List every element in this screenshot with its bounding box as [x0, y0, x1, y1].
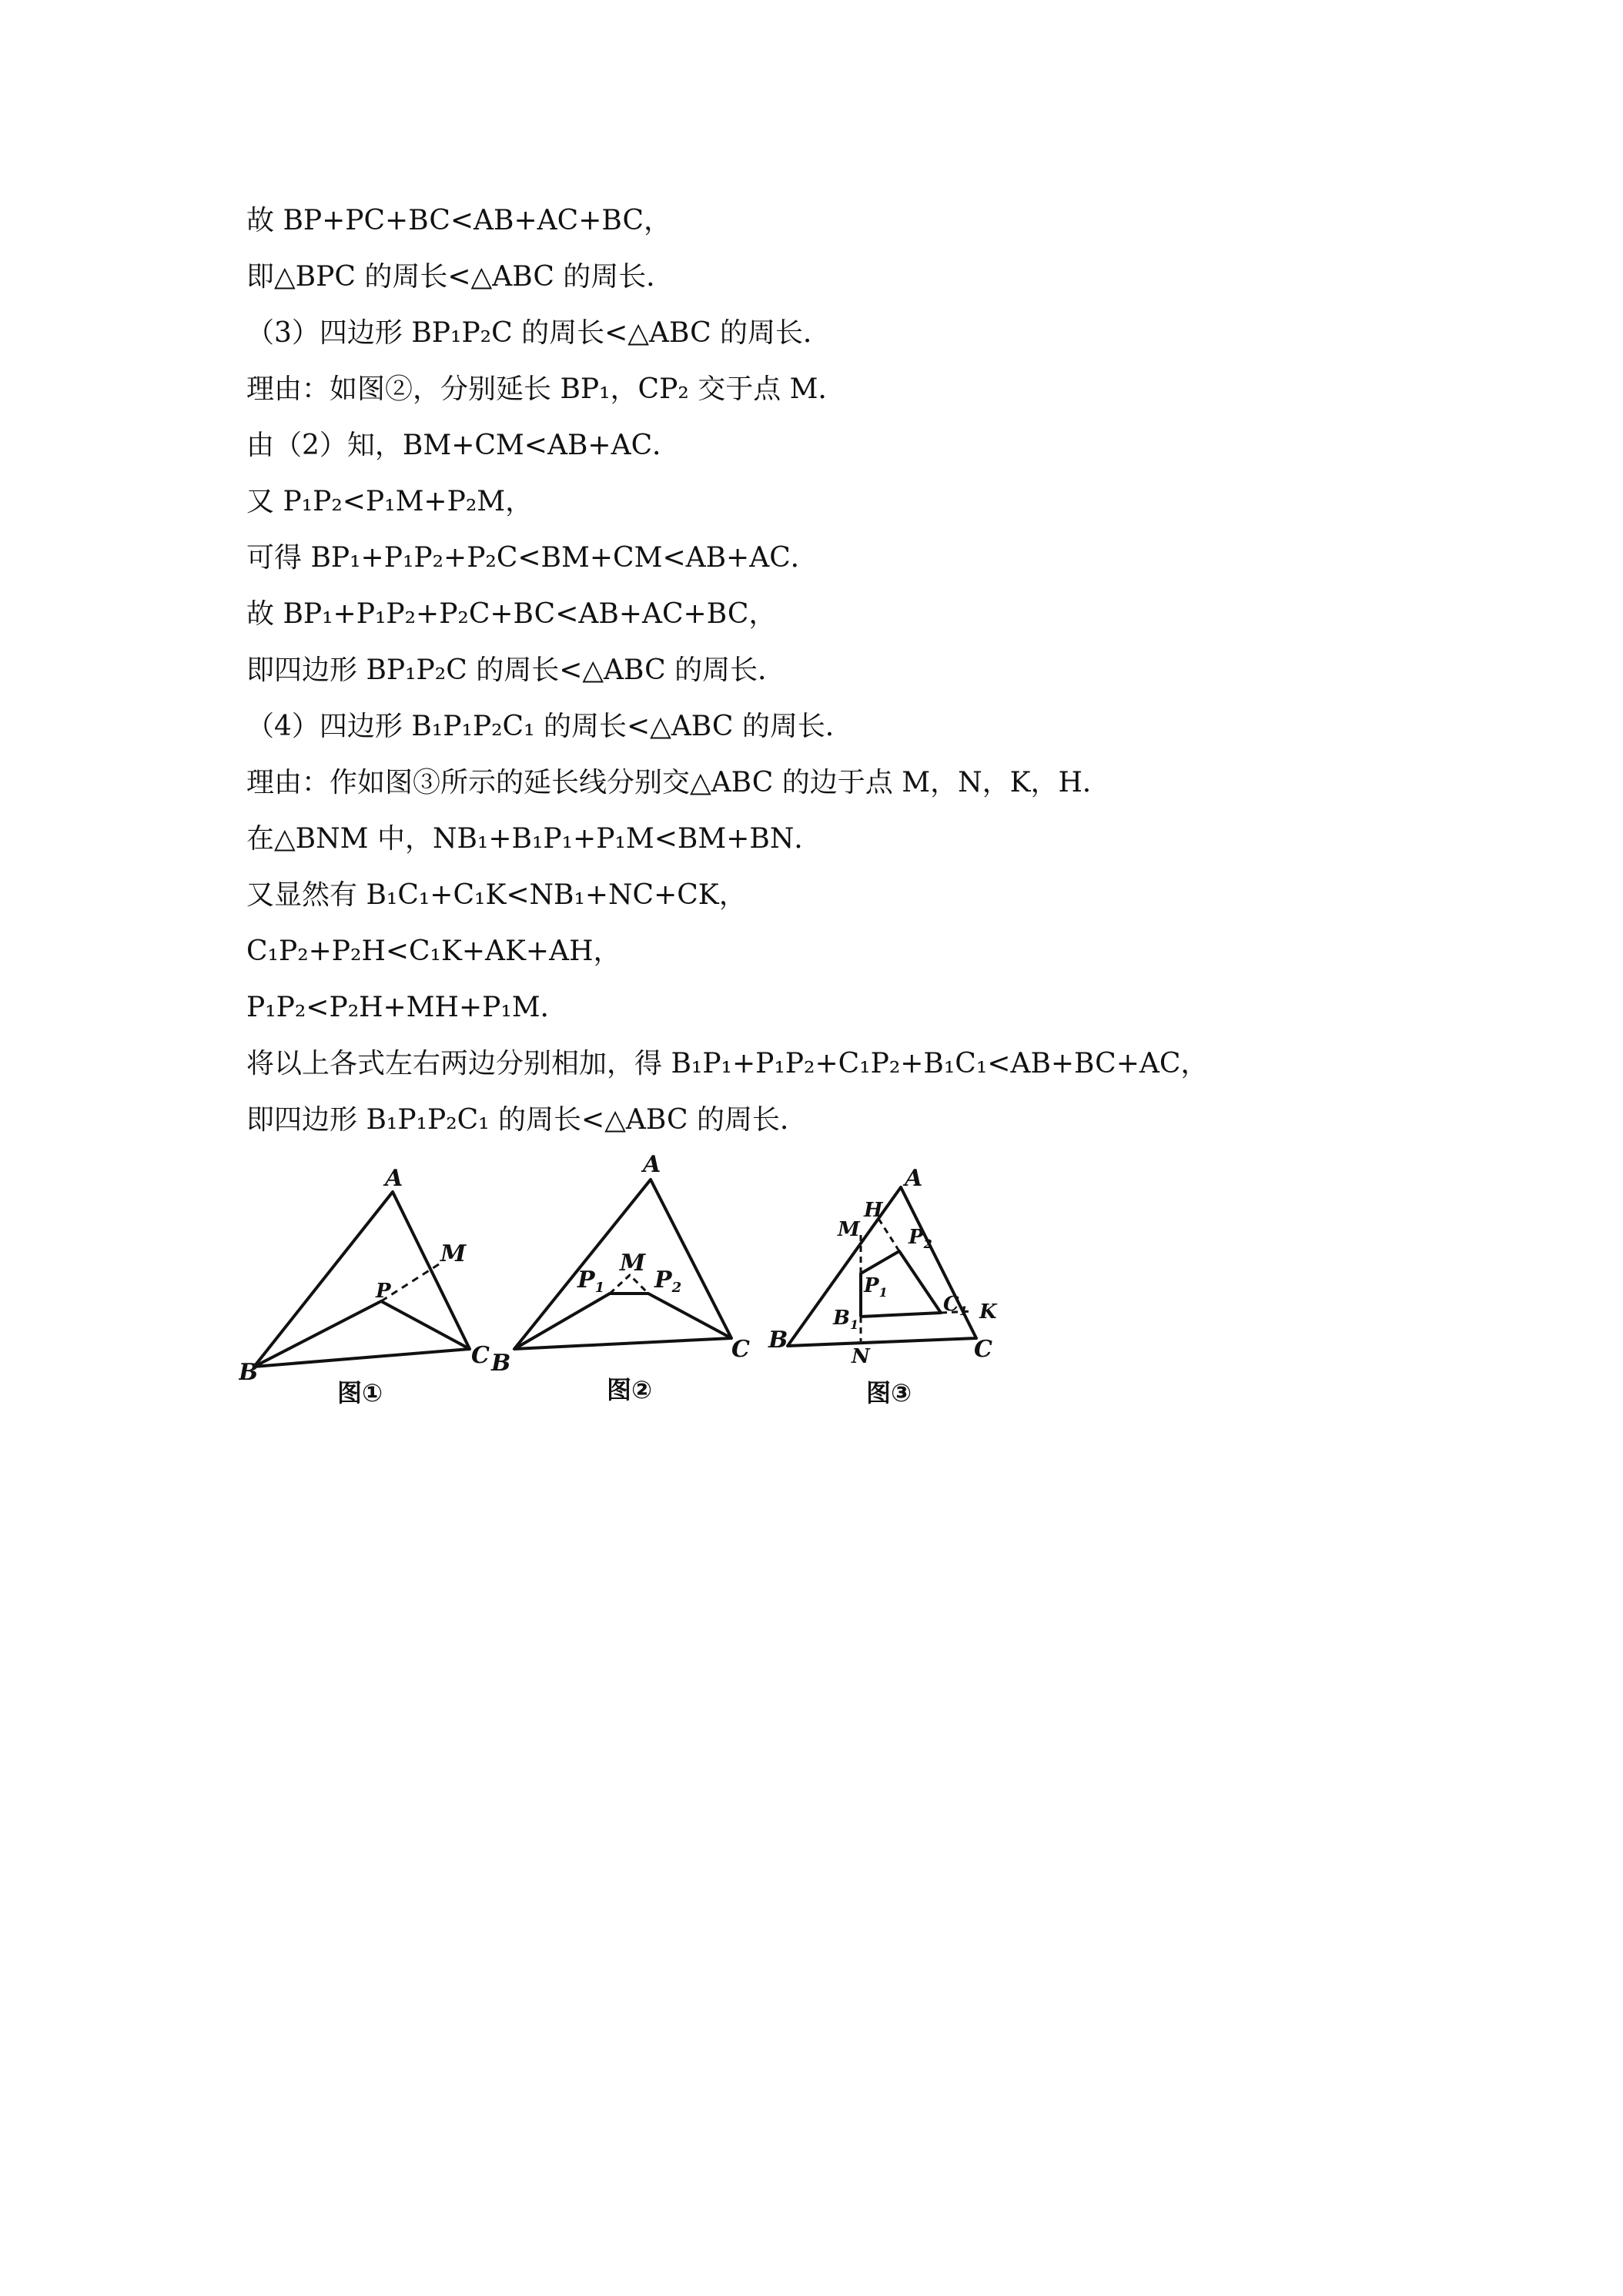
text-line-3: （3）四边形 BP₁P₂C 的周长<△ABC 的周长．: [246, 317, 832, 349]
fig2-dashed-m: [610, 1275, 648, 1294]
text-line-1: 故 BP+PC+BC<AB+AC+BC，: [246, 205, 672, 236]
fig1-label-a: A: [385, 1165, 403, 1192]
text-line-14: C₁P₂+P₂H<C₁K+AK+AH，: [246, 935, 621, 967]
fig3-label-b: B: [768, 1327, 788, 1354]
fig3-label-n: N: [852, 1345, 870, 1368]
fig1-label-c: C: [471, 1342, 490, 1369]
fig3-label-m: M: [838, 1218, 860, 1241]
geometry-figures: [239, 1140, 1047, 1417]
fig3-label-c1: $C_1$: [943, 1293, 968, 1318]
text-line-16: 将以上各式左右两边分别相加，得 B₁P₁+P₁P₂+C₁P₂+B₁C₁<AB+BC+AC，: [246, 1048, 1209, 1079]
text-line-8: 故 BP₁+P₁P₂+P₂C+BC<AB+AC+BC，: [246, 598, 777, 630]
text-line-7: 可得 BP₁+P₁P₂+P₂C<BM+CM<AB+AC．: [246, 542, 818, 574]
figure-1-diagram: [254, 1192, 470, 1367]
fig1-triangle-abc: [254, 1192, 470, 1367]
fig3-label-a: A: [905, 1165, 923, 1192]
fig1-label-p: P: [376, 1280, 391, 1303]
text-line-12: 在△BNM 中，NB₁+B₁P₁+P₁M<BM+BN．: [246, 823, 822, 855]
text-line-2: 即△BPC 的周长<△ABC 的周长．: [246, 261, 674, 293]
fig1-label-m: M: [440, 1240, 467, 1267]
fig3-label-b1: $B_1$: [833, 1307, 859, 1332]
text-line-11: 理由：作如图③所示的延长线分别交△ABC 的边于点 M，N，K，H．: [246, 767, 1110, 798]
fig1-label-b: B: [239, 1359, 259, 1386]
text-line-6: 又 P₁P₂<P₁M+P₂M，: [246, 486, 534, 517]
fig3-label-p1: $P_1$: [864, 1274, 888, 1300]
fig2-label-b: B: [491, 1350, 511, 1377]
text-line-15: P₁P₂<P₂H+MH+P₁M．: [246, 992, 568, 1023]
fig2-label-c: C: [731, 1336, 750, 1363]
figures-row: [239, 1140, 1047, 1417]
fig2-caption: 图②: [607, 1375, 653, 1404]
fig2-label-p2: $P_2$: [654, 1267, 682, 1296]
fig2-label-a: A: [643, 1151, 661, 1178]
text-line-5: 由（2）知，BM+CM<AB+AC．: [246, 430, 681, 461]
solution-text: [246, 192, 1401, 1148]
fig3-label-h: H: [864, 1199, 883, 1222]
text-line-10: （4）四边形 B₁P₁P₂C₁ 的周长<△ABC 的周长．: [246, 711, 853, 742]
text-line-9: 即四边形 BP₁P₂C 的周长<△ABC 的周长．: [246, 654, 786, 686]
fig3-caption: 图③: [866, 1378, 912, 1407]
text-line-13: 又显然有 B₁C₁+C₁K<NB₁+NC+CK，: [246, 879, 747, 911]
fig3-label-k: K: [979, 1300, 997, 1324]
fig2-label-m: M: [620, 1250, 646, 1277]
text-line-4: 理由：如图②，分别延长 BP₁，CP₂ 交于点 M．: [246, 373, 846, 405]
text-line-17: 即四边形 B₁P₁P₂C₁ 的周长<△ABC 的周长．: [246, 1104, 808, 1136]
fig3-label-c: C: [974, 1336, 992, 1363]
fig2-label-p1: $P_1$: [577, 1267, 605, 1296]
fig1-caption: 图①: [337, 1378, 383, 1407]
fig3-label-p2: $P_2$: [909, 1226, 932, 1251]
